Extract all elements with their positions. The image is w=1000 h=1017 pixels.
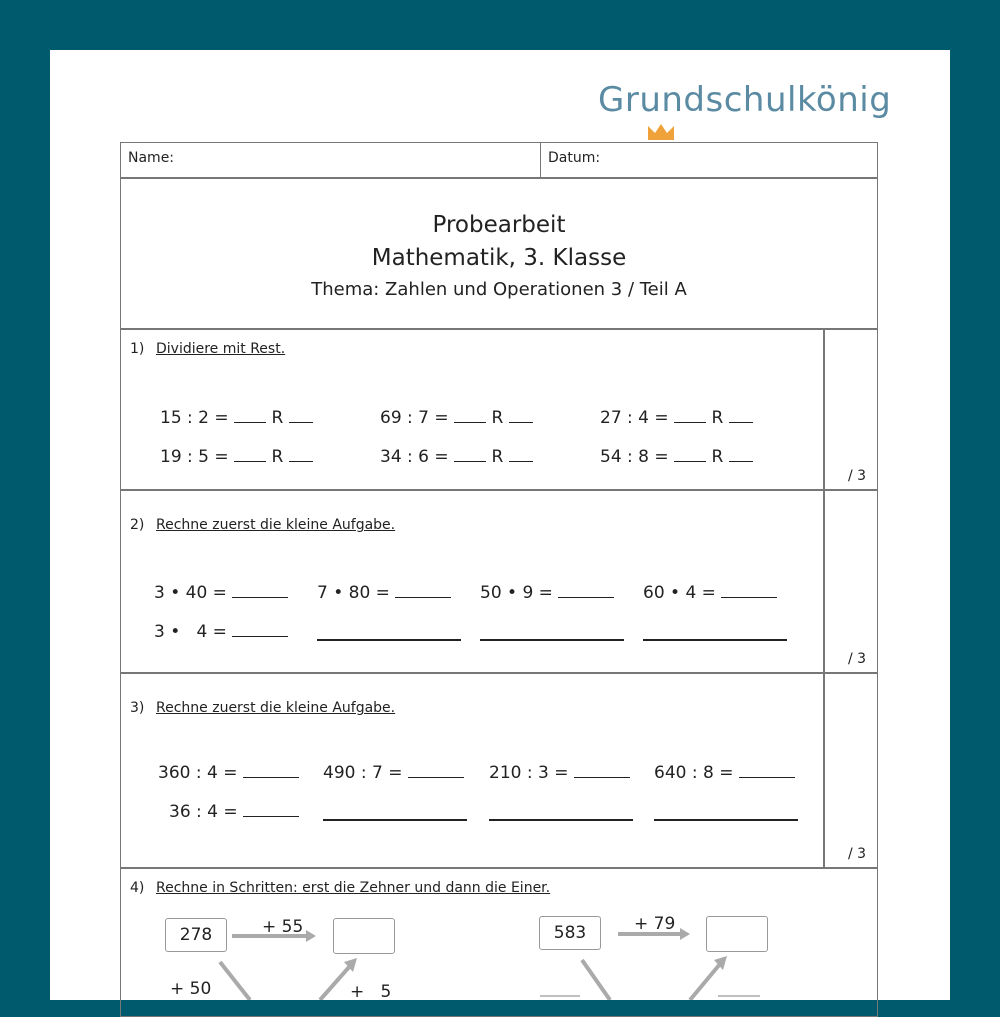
title-subject: Mathematik, 3. Klasse — [371, 245, 627, 271]
answer-line — [489, 819, 633, 821]
task1-number: 1) — [130, 341, 145, 357]
task3-item: 210 : 3 = — [489, 763, 630, 783]
score-column-divider — [823, 328, 825, 869]
left-total-step: + 55 — [262, 917, 304, 937]
task2-item: 7 • 80 = — [317, 583, 451, 603]
task3-score: / 3 — [848, 846, 867, 862]
task4-instruction: Rechne in Schritten: erst die Zehner und dann die Einer. — [156, 880, 551, 896]
task2-item: 3 • 40 = — [154, 583, 288, 603]
answer-line — [323, 819, 467, 821]
answer-line — [643, 639, 787, 641]
task1-item: 15 : 2 = R — [160, 408, 313, 428]
left-result-box[interactable] — [333, 918, 395, 954]
title-topic: Thema: Zahlen und Operationen 3 / Teil A — [311, 279, 687, 300]
task2-score: / 3 — [848, 651, 867, 667]
left-ones-step: + 5 — [350, 982, 392, 1002]
task2-number: 2) — [130, 517, 145, 533]
title-probearbeit: Probearbeit — [432, 212, 566, 238]
task2-item: 60 • 4 = — [643, 583, 777, 603]
task4-number: 4) — [130, 880, 145, 896]
task3-small-item: 36 : 4 = — [169, 802, 299, 822]
task1-item: 19 : 5 = R — [160, 447, 313, 467]
left-tens-step: + 50 — [170, 979, 212, 999]
task3-item: 640 : 8 = — [654, 763, 795, 783]
task2-item: 50 • 9 = — [480, 583, 614, 603]
task1-score: / 3 — [848, 468, 867, 484]
name-label: Name: — [128, 150, 175, 166]
task1-item: 27 : 4 = R — [600, 408, 753, 428]
task3-instruction: Rechne zuerst die kleine Aufgabe. — [156, 700, 396, 716]
header-divider — [540, 142, 542, 179]
task1-item: 69 : 7 = R — [380, 408, 533, 428]
task1-item: 34 : 6 = R — [380, 447, 533, 467]
date-label: Datum: — [548, 150, 601, 166]
right-total-step: + 79 — [634, 914, 676, 934]
left-start-box: 278 — [165, 918, 227, 952]
brand-logo: Grundschulkönig — [598, 80, 892, 120]
task3-item: 360 : 4 = — [158, 763, 299, 783]
answer-line — [317, 639, 461, 641]
task2-small-item: 3 • 4 = — [154, 622, 288, 642]
answer-line — [480, 639, 624, 641]
task3-item: 490 : 7 = — [323, 763, 464, 783]
right-start-box: 583 — [539, 916, 601, 950]
answer-line — [654, 819, 798, 821]
task1-instruction: Dividiere mit Rest. — [156, 341, 286, 357]
task3-number: 3) — [130, 700, 145, 716]
header-row — [120, 142, 878, 179]
task1-item: 54 : 8 = R — [600, 447, 753, 467]
crown-icon — [646, 122, 676, 142]
right-result-box[interactable] — [706, 916, 768, 952]
task2-instruction: Rechne zuerst die kleine Aufgabe. — [156, 517, 396, 533]
